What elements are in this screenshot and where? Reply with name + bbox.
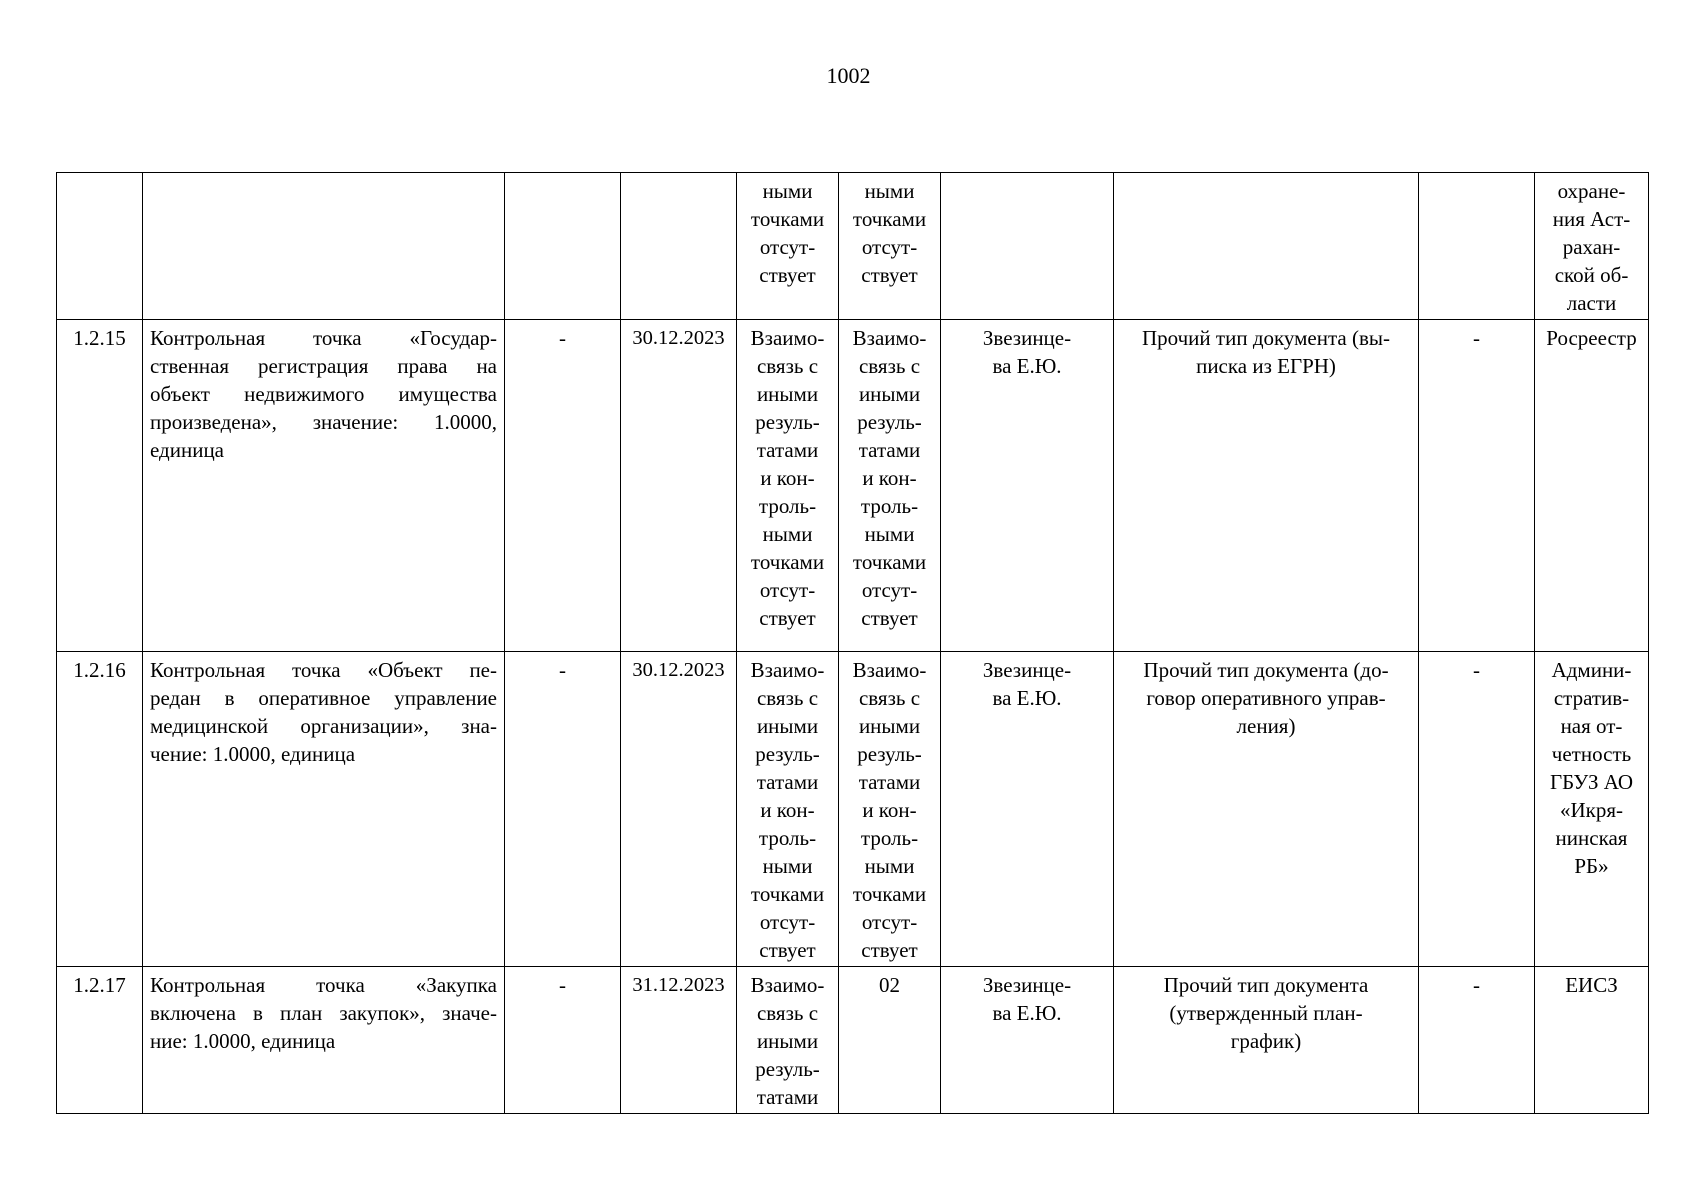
control-point-name-cell <box>143 320 505 652</box>
control-point-name-cell-line: ние: 1.0000, единица <box>150 1029 336 1053</box>
successor-cell-line: иными <box>858 714 921 738</box>
information-source-cell-line: четность <box>1551 742 1632 766</box>
predecessor-cell-line: татами <box>756 1085 819 1109</box>
successor-cell-line: точками <box>852 207 927 231</box>
predecessor-cell-line: иными <box>756 382 819 406</box>
predecessor-cell-line: татами <box>756 438 819 462</box>
date-cell: 30.12.2023 <box>621 320 737 652</box>
base-value-cell: - <box>505 652 621 967</box>
control-point-name-cell <box>143 173 505 320</box>
row-number-cell: 1.2.17 <box>57 967 143 1114</box>
responsible-cell <box>941 173 1114 320</box>
predecessor-cell-line: татами <box>756 770 819 794</box>
row-number-cell: 1.2.15 <box>57 320 143 652</box>
table-row <box>57 173 1649 320</box>
information-source-cell-line: рахан- <box>1562 235 1621 259</box>
predecessor-cell <box>737 173 839 320</box>
control-point-name-cell-line: редан в оперативное управление <box>150 686 497 710</box>
page-number: 1002 <box>826 63 871 88</box>
row-number-cell <box>57 173 143 320</box>
control-points-table <box>56 172 1649 1114</box>
base-value-cell <box>505 173 621 320</box>
predecessor-cell-line: ными <box>762 522 813 546</box>
row-number-cell: 1.2.16 <box>57 652 143 967</box>
predecessor-cell-line: ствует <box>759 263 816 287</box>
responsible-cell-line: Звезинце- <box>982 973 1072 997</box>
successor-cell-line: 02 <box>879 973 900 997</box>
predecessor-cell-line: точками <box>750 882 825 906</box>
control-point-name-cell <box>143 967 505 1114</box>
predecessor-cell-line: ными <box>762 854 813 878</box>
document-type-cell-line: говор оперативного управ- <box>1146 686 1386 710</box>
successor-cell <box>839 173 941 320</box>
information-source-cell-line: нинская <box>1555 826 1628 850</box>
information-source-cell <box>1535 652 1649 967</box>
successor-cell-line: ными <box>864 854 915 878</box>
responsible-cell-line: Звезинце- <box>982 658 1072 682</box>
predecessor-cell-line: и кон- <box>760 466 815 490</box>
predecessor-cell-line: ными <box>762 179 813 203</box>
successor-cell-line: ными <box>864 179 915 203</box>
successor-cell <box>839 967 941 1114</box>
information-source-cell-line: Админи- <box>1551 658 1632 682</box>
successor-cell-line: отсут- <box>861 910 918 934</box>
predecessor-cell-line: резуль- <box>755 1057 820 1081</box>
successor-cell-line: резуль- <box>857 410 922 434</box>
predecessor-cell-line: и кон- <box>760 798 815 822</box>
successor-cell-line: резуль- <box>857 742 922 766</box>
predecessor-cell-line: отсут- <box>759 910 816 934</box>
information-source-cell-line: ГБУЗ АО <box>1549 770 1634 794</box>
document-type-cell <box>1114 173 1419 320</box>
information-source-cell-line: ласти <box>1566 291 1617 315</box>
successor-cell-line: ствует <box>861 263 918 287</box>
successor-cell-line: троль- <box>860 826 919 850</box>
document-type-cell-line: Прочий тип документа <box>1163 973 1369 997</box>
successor-cell-line: отсут- <box>861 235 918 259</box>
information-source-cell-line: ния Аст- <box>1552 207 1631 231</box>
document-type-cell <box>1114 967 1419 1114</box>
successor-cell-line: и кон- <box>862 466 917 490</box>
predecessor-cell-line: резуль- <box>755 410 820 434</box>
predecessor-cell-line: ствует <box>759 606 816 630</box>
control-point-name-cell <box>143 652 505 967</box>
date-cell: 30.12.2023 <box>621 652 737 967</box>
successor-cell-line: татами <box>858 770 921 794</box>
control-point-name-cell-line: объект недвижимого имущества <box>150 382 497 406</box>
document-type-cell <box>1114 320 1419 652</box>
responsible-cell <box>941 967 1114 1114</box>
predecessor-cell-line: связь с <box>756 1001 819 1025</box>
successor-cell-line: ными <box>864 522 915 546</box>
document-type-cell-line: ления) <box>1236 714 1296 738</box>
document-type-cell-line: (утвержденный план- <box>1169 1001 1363 1025</box>
predecessor-cell-line: троль- <box>758 826 817 850</box>
base-value-cell: - <box>505 967 621 1114</box>
responsible-cell-line: ва Е.Ю. <box>992 1001 1062 1025</box>
control-point-name-cell-line: Контрольная точка «Государ- <box>150 326 497 350</box>
successor-cell-line: и кон- <box>862 798 917 822</box>
information-source-cell-line: ской об- <box>1554 263 1629 287</box>
successor-cell-line: татами <box>858 438 921 462</box>
date-cell: 31.12.2023 <box>621 967 737 1114</box>
responsible-cell-line: Звезинце- <box>982 326 1072 350</box>
successor-cell-line: точками <box>852 882 927 906</box>
information-source-cell-line: стратив- <box>1553 686 1630 710</box>
information-source-cell <box>1535 320 1649 652</box>
level-cell: - <box>1419 652 1535 967</box>
information-source-cell <box>1535 967 1649 1114</box>
predecessor-cell-line: связь с <box>756 354 819 378</box>
level-cell: - <box>1419 320 1535 652</box>
control-point-name-cell-line: чение: 1.0000, единица <box>150 742 356 766</box>
document-type-cell <box>1114 652 1419 967</box>
successor-cell-line: ствует <box>861 606 918 630</box>
successor-cell-line: Взаимо- <box>852 326 927 350</box>
successor-cell-line: отсут- <box>861 578 918 602</box>
predecessor-cell-line: точками <box>750 207 825 231</box>
control-point-name-cell-line: включена в план закупок», значе- <box>150 1001 497 1025</box>
predecessor-cell-line: Взаимо- <box>750 973 825 997</box>
information-source-cell-line: ЕИСЗ <box>1565 973 1618 997</box>
base-value-cell: - <box>505 320 621 652</box>
table-row <box>57 320 1649 652</box>
predecessor-cell-line: точками <box>750 550 825 574</box>
responsible-cell-line: ва Е.Ю. <box>992 686 1062 710</box>
predecessor-cell-line: ствует <box>759 938 816 962</box>
successor-cell-line: Взаимо- <box>852 658 927 682</box>
predecessor-cell-line: троль- <box>758 494 817 518</box>
successor-cell-line: связь с <box>858 686 921 710</box>
predecessor-cell <box>737 967 839 1114</box>
successor-cell-line: иными <box>858 382 921 406</box>
document-type-cell-line: Прочий тип документа (до- <box>1143 658 1389 682</box>
predecessor-cell-line: резуль- <box>755 742 820 766</box>
responsible-cell <box>941 320 1114 652</box>
document-type-cell-line: Прочий тип документа (вы- <box>1142 326 1390 350</box>
control-point-name-cell-line: ственная регистрация права на <box>150 354 497 378</box>
table-row <box>57 652 1649 967</box>
information-source-cell-line: ная от- <box>1560 714 1623 738</box>
predecessor-cell-line: Взаимо- <box>750 658 825 682</box>
document-type-cell-line: писка из ЕГРН) <box>1196 354 1336 378</box>
level-cell: - <box>1419 967 1535 1114</box>
successor-cell <box>839 320 941 652</box>
successor-cell-line: троль- <box>860 494 919 518</box>
predecessor-cell-line: Взаимо- <box>750 326 825 350</box>
successor-cell <box>839 652 941 967</box>
control-point-name-cell-line: Контрольная точка «Объект пе- <box>150 658 497 682</box>
information-source-cell <box>1535 173 1649 320</box>
control-point-name-cell-line: медицинской организации», зна- <box>150 714 497 738</box>
predecessor-cell <box>737 320 839 652</box>
predecessor-cell-line: отсут- <box>759 235 816 259</box>
predecessor-cell-line: иными <box>756 1029 819 1053</box>
information-source-cell-line: охране- <box>1557 179 1626 203</box>
responsible-cell-line: ва Е.Ю. <box>992 354 1062 378</box>
information-source-cell-line: Росреестр <box>1546 326 1637 350</box>
successor-cell-line: ствует <box>861 938 918 962</box>
table-row <box>57 967 1649 1114</box>
predecessor-cell <box>737 652 839 967</box>
information-source-cell-line: «Икря- <box>1559 798 1624 822</box>
document-type-cell-line: график) <box>1230 1029 1302 1053</box>
predecessor-cell-line: иными <box>756 714 819 738</box>
control-point-name-cell-line: произведена», значение: 1.0000, <box>150 410 497 434</box>
responsible-cell <box>941 652 1114 967</box>
level-cell <box>1419 173 1535 320</box>
date-cell <box>621 173 737 320</box>
successor-cell-line: точками <box>852 550 927 574</box>
successor-cell-line: связь с <box>858 354 921 378</box>
table-body <box>57 173 1649 1114</box>
control-point-name-cell-line: Контрольная точка «Закупка <box>150 973 497 997</box>
control-point-name-cell-line: единица <box>150 438 225 462</box>
predecessor-cell-line: отсут- <box>759 578 816 602</box>
information-source-cell-line: РБ» <box>1574 854 1609 878</box>
predecessor-cell-line: связь с <box>756 686 819 710</box>
